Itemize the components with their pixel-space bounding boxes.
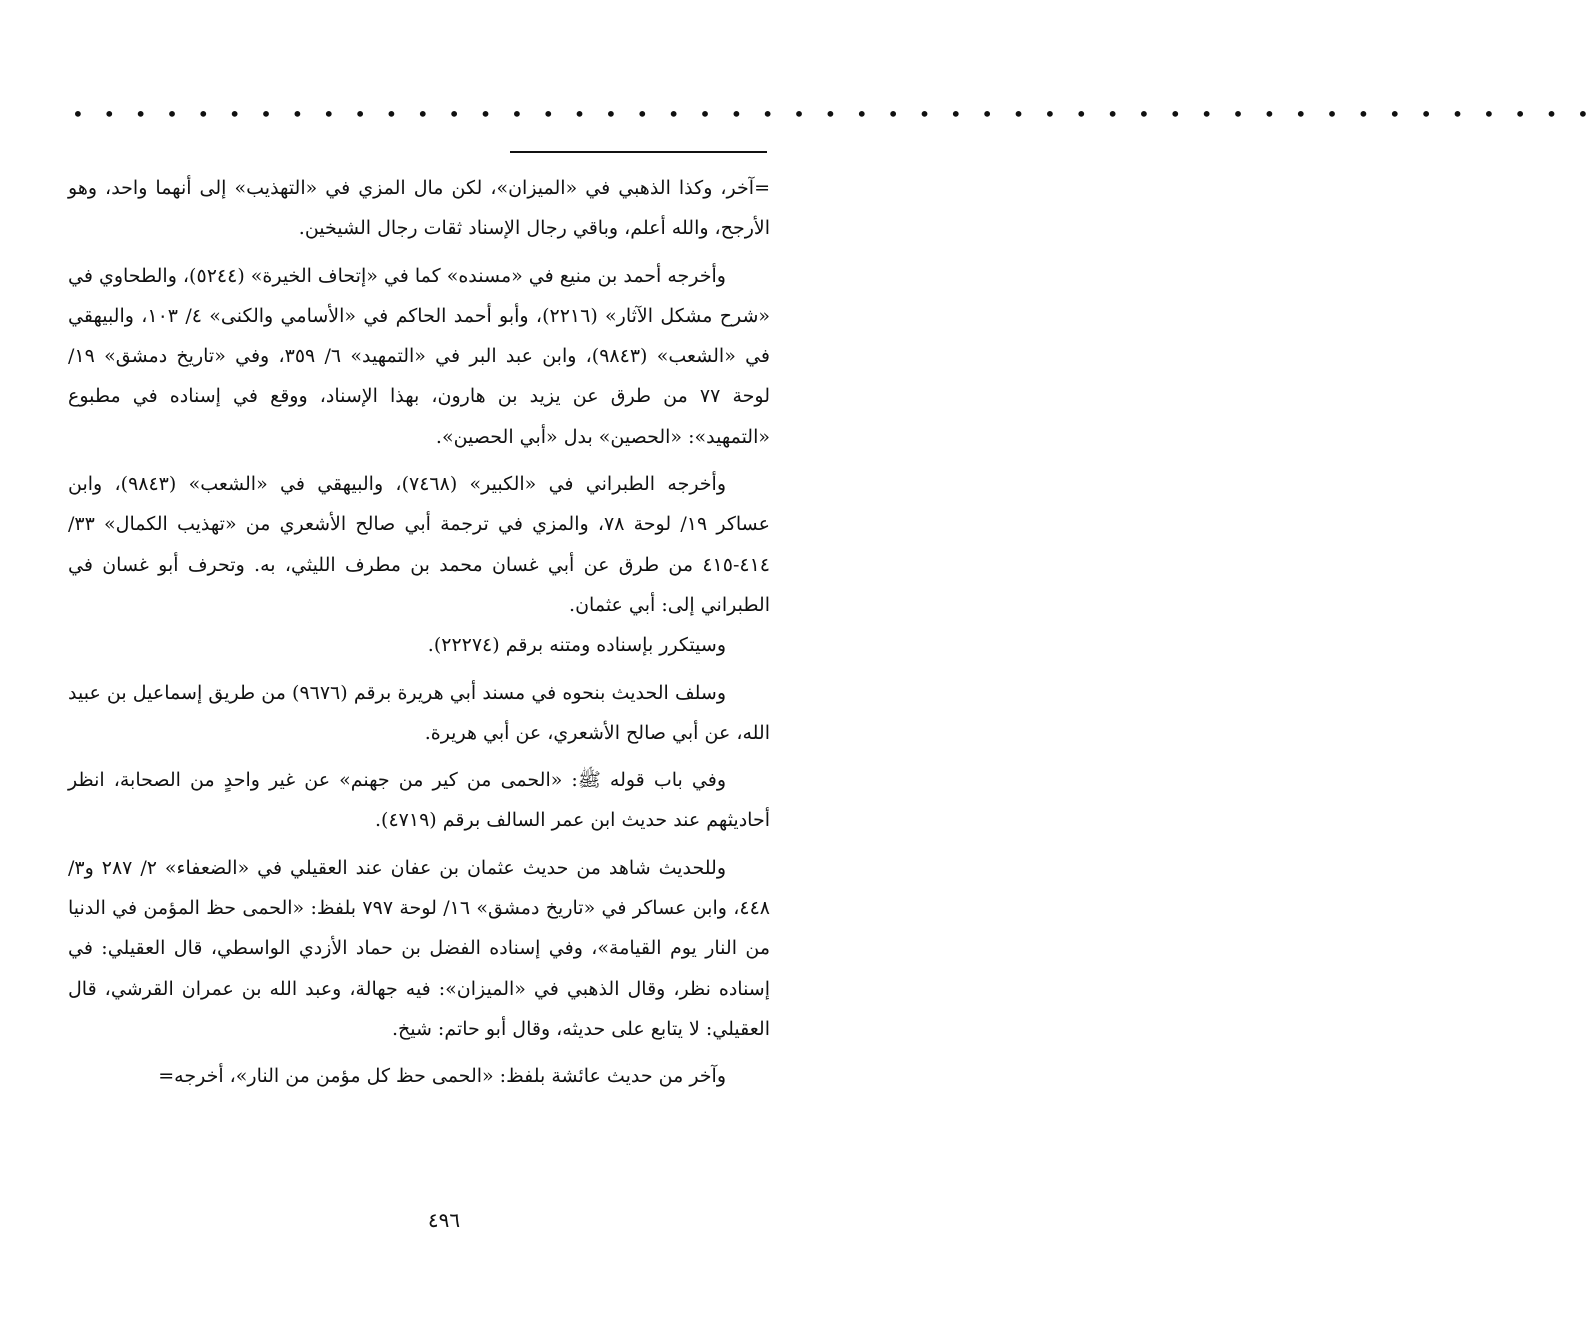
paragraph-uthman-witness: وللحديث شاهد من حديث عثمان بن عفان عند العقيلي في «الضعفاء» ٢/ ٢٨٧ و٣/ ٤٤٨، وابن عساكر في «تاريخ دمشق» ١٦/ لوحة ٧٩٧ بلفظ: «الحمى حظ المؤمن في الدنيا من النار يوم القيامة»، وفي إسناده الفضل بن حماد الأزدي الواسطي، قال العقيلي: في إسناده نظر، وقال الذهبي في «الميزان»: فيه جهالة، وعبد الله بن عمران القرشي، قال العقيلي: لا يتابع على حديثه، وقال أبو حاتم: شيخ. — [68, 856, 770, 1040]
paragraph-ahmad-ibn-mani: وأخرجه أحمد بن منيع في «مسنده» كما في «إتحاف الخيرة» (٥٢٤٤)، والطحاوي في «شرح مشكل الآثار» (٢٢١٦)، وأبو أحمد الحاكم في «الأسامي والكنى» ٤/ ١٠٣، والبيهقي في «الشعب» (٩٨٤٣)، وابن عبد البر في «التمهيد» ٦/ ٣٥٩، وفي «تاريخ دمشق» ١٩/ لوحة ٧٧ من طرق عن يزيد بن هارون، بهذا الإسناد، ووقع في إسناده في مطبوع «التمهيد»: «الحصين» بدل «أبي الحصين». — [68, 264, 771, 448]
paragraph-fever-chapter: وفي باب قوله ﷺ: «الحمى من كير من جهنم» عن غير واحدٍ من الصحابة، انظر أحاديثهم عند حديث ابن عمر السالف برقم (٤٧١٩). — [68, 769, 770, 832]
footnote-rule — [510, 151, 767, 153]
paragraph-tabarani: وأخرجه الطبراني في «الكبير» (٧٤٦٨)، والبيهقي في «الشعب» (٩٨٤٣)، وابن عساكر ١٩/ لوحة ٧٨، والمزي في ترجمة أبي صالح الأشعري من «تهذيب الكمال» ٣٣/ ٤١٤-٤١٥ من طرق عن أبي غسان محمد بن مطرف الليثي، به. وتحرف أبو غسان في الطبراني إلى: أبي عثمان. — [68, 473, 770, 616]
footnote-text — [68, 168, 770, 1097]
dotted-separator: • • • • • • • • • • • • • • • • • • • • • • • • • • • • • • • • • • • • • • • • • • • • • • • • • — [72, 102, 1595, 126]
paragraph-abu-hurayra: وسلف الحديث بنحوه في مسند أبي هريرة برقم (٩٦٧٦) من طريق إسماعيل بن عبيد الله، عن أبي صالح الأشعري، عن أبي هريرة. — [68, 681, 770, 744]
paragraph-aisha-witness: وآخر من حديث عائشة بلفظ: «الحمى حظ كل مؤمن من النار»، أخرجه= — [158, 1065, 726, 1088]
page-number: ٤٩٦ — [427, 1208, 461, 1232]
paragraph-continuation: =آخر، وكذا الذهبي في «الميزان»، لكن مال المزي في «التهذيب» إلى أنهما واحد، وهو الأرجح، والله أعلم، وباقي رجال الإسناد ثقات رجال الشيخين. — [68, 177, 770, 240]
paragraph-repeat-note: وسيتكرر بإسناده ومتنه برقم (٢٢٢٧٤). — [427, 634, 726, 657]
